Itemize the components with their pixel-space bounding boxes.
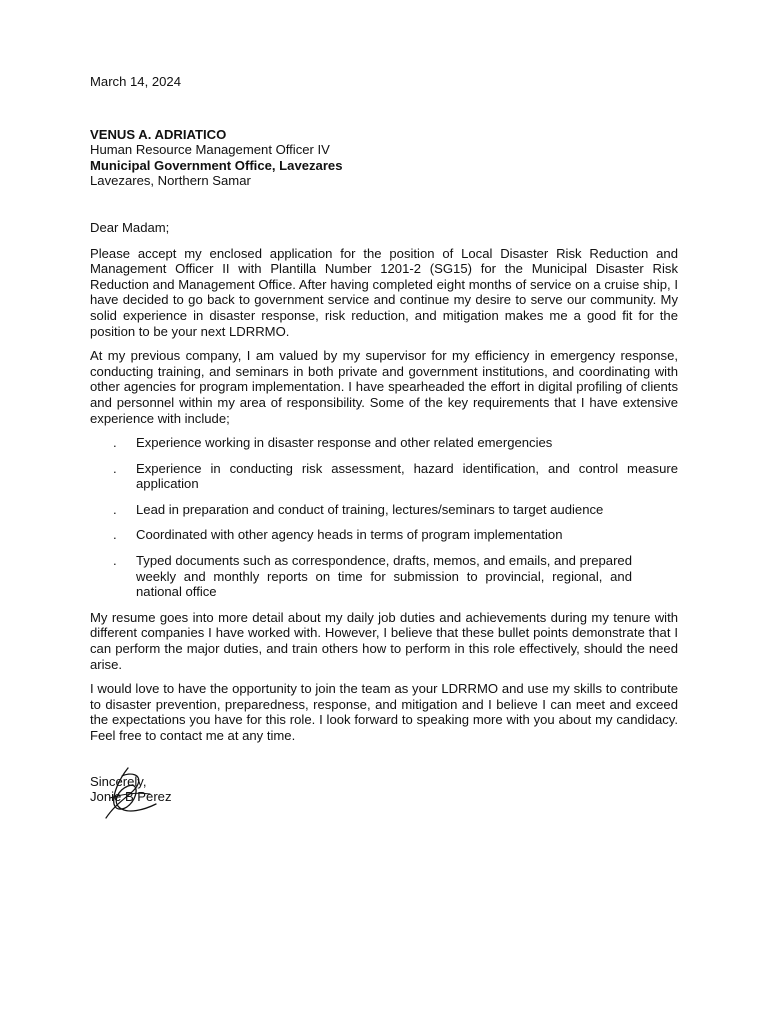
- bullet-marker: .: [113, 460, 117, 476]
- requirements-list: [90, 435, 678, 600]
- letter-page: [90, 74, 678, 805]
- list-item-text: Experience in conducting risk assessment, hazard identification, and control measure application: [136, 460, 678, 492]
- recipient-office: Municipal Government Office, Lavezares: [90, 157, 343, 173]
- letter-date: March 14, 2024: [90, 74, 181, 89]
- bullet-marker: .: [113, 553, 117, 569]
- list-item: [90, 553, 678, 600]
- closing-text: Sincerely,: [90, 773, 147, 789]
- bullet-marker: .: [113, 527, 117, 543]
- signer-name: Jonie B Perez: [90, 789, 172, 805]
- salutation: Dear Madam;: [90, 219, 170, 235]
- bullet-marker: .: [113, 501, 117, 517]
- body-paragraph-2: At my previous company, I am valued by my supervisor for my efficiency in emergency response, conducting training, and seminars in both private and government institutions, and coordinating with other agencies for program implementation. I have spearheaded the effort in digital profiling of clients and personnel within my area of responsibility. Some of the key requirements that I have extensive experience with include;: [90, 348, 678, 426]
- closing-paragraph-2: I would love to have the opportunity to join the team as your LDRRMO and use my skills to contribute to disaster prevention, preparedness, response, and mitigation and I believe I can meet and exceed the expectations you have for this role. I look forward to speaking more with you about my candidacy. Feel free to contact me at any time.: [90, 681, 678, 743]
- list-item-text: Lead in preparation and conduct of training, lectures/seminars to target audience: [136, 501, 604, 517]
- list-item: [90, 502, 678, 518]
- list-item: [90, 435, 678, 451]
- recipient-address: Lavezares, Northern Samar: [90, 173, 251, 189]
- list-item: [90, 461, 678, 492]
- closing-paragraph-1: My resume goes into more detail about my daily job duties and achievements during my tenure with different companies I have worked with. However, I believe that these bullet points demonstrate that I can perform the major duties, and train others how to perform in this role effectively, should the need arise.: [90, 609, 678, 672]
- list-item: [90, 527, 678, 543]
- recipient-title: Human Resource Management Officer IV: [90, 142, 330, 158]
- recipient-name: VENUS A. ADRIATICO: [90, 126, 227, 142]
- signature-icon: [98, 764, 158, 824]
- list-item-text: Experience working in disaster response and other related emergencies: [136, 435, 553, 451]
- list-item-text: Typed documents such as correspondence, drafts, memos, and emails, and prepared weekly and monthly reports on time for submission to provincial, regional, and national office: [136, 553, 632, 600]
- bullet-marker: .: [113, 435, 117, 451]
- recipient-block: [90, 127, 678, 189]
- closing-block: [90, 774, 678, 805]
- body-paragraph-1: Please accept my enclosed application for the position of Local Disaster Risk Reduction and Management Officer II with Plantilla Number 1201-2 (SG15) for the Municipal Disaster Risk Reduction and Management Office. After having completed eight months of service on a cruise ship, I have decided to go back to government service and continue my desire to serve our community. My solid experience in disaster response, risk reduction, and mitigation makes me a good fit for the position to be your next LDRRMO.: [90, 245, 678, 339]
- list-item-text: Coordinated with other agency heads in terms of program implementation: [136, 527, 563, 543]
